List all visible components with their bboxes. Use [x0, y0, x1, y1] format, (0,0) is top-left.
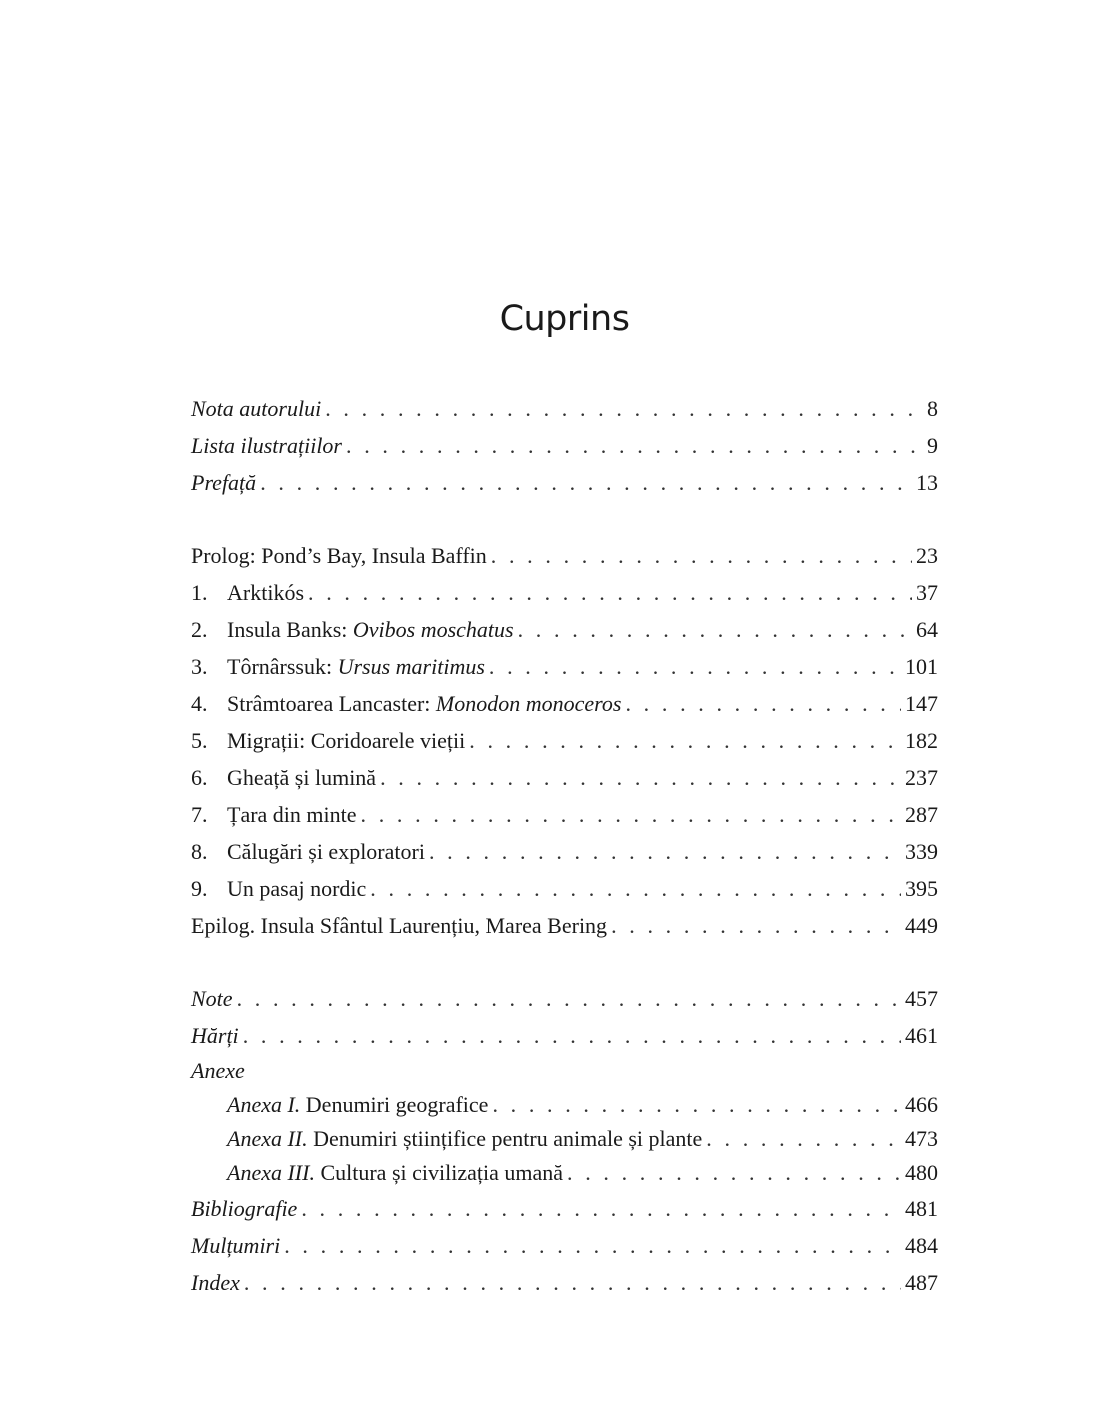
entry-page-number: 237: [905, 765, 938, 790]
entry-page-number: 473: [905, 1126, 938, 1151]
entry-page-number: 339: [905, 839, 938, 864]
chapter-number: 6.: [191, 765, 208, 790]
toc-entry-prefata[interactable]: [191, 464, 938, 501]
main-section: [191, 537, 938, 944]
toc-entry-chapter-9[interactable]: [191, 870, 938, 907]
entry-label: Cultura și civilizația umană: [314, 1160, 563, 1185]
entry-label: Epilog. Insula Sfântul Laurențiu, Marea Bering: [191, 913, 608, 938]
entry-label: Mulțumiri: [191, 1233, 281, 1258]
toc-entry-chapter-5[interactable]: [191, 722, 938, 759]
entry-page-number: 287: [905, 802, 938, 827]
entry-page-number: 8: [927, 396, 938, 421]
entry-label: Index: [191, 1270, 240, 1295]
entry-page-number: 466: [905, 1092, 938, 1117]
toc-entry-anexa-3[interactable]: [191, 1156, 938, 1190]
toc-entry-epilog[interactable]: [191, 907, 938, 944]
entry-label: Note: [191, 986, 233, 1011]
section-spacer: [191, 944, 938, 980]
entry-page-number: 461: [905, 1023, 938, 1048]
toc-entry-chapter-4[interactable]: [191, 685, 938, 722]
toc-entry-index[interactable]: [191, 1264, 938, 1301]
toc-entry-chapter-8[interactable]: [191, 833, 938, 870]
dot-leader: [491, 537, 912, 574]
chapter-number: 4.: [191, 691, 208, 716]
entry-label: Lista ilustrațiilor: [191, 433, 342, 458]
entry-page-number: 484: [905, 1233, 938, 1258]
toc-entry-nota-autorului[interactable]: [191, 390, 938, 427]
entry-label: Un pasaj nordic: [227, 876, 367, 901]
entry-page-number: 480: [905, 1160, 938, 1185]
dot-leader: [625, 685, 901, 722]
table-of-contents: [191, 390, 938, 1301]
dot-leader: [567, 1156, 901, 1190]
dot-leader: [611, 907, 901, 944]
entry-label: Denumiri geografice: [300, 1092, 489, 1117]
dot-leader: [370, 870, 901, 907]
dot-leader: [243, 1017, 901, 1054]
chapter-number: 5.: [191, 728, 208, 753]
toc-entry-chapter-6[interactable]: [191, 759, 938, 796]
dot-leader: [301, 1190, 901, 1227]
entry-label: Bibliografie: [191, 1196, 298, 1221]
dot-leader: [469, 722, 901, 759]
entry-label: Nota autorului: [191, 396, 322, 421]
entry-label-italic: Ovibos moschatus: [352, 617, 514, 642]
back-matter-section: [191, 980, 938, 1301]
toc-entry-lista-ilustratiilor[interactable]: [191, 427, 938, 464]
entry-label: Denumiri științifice pentru animale și plante: [307, 1126, 703, 1151]
entry-page-number: 481: [905, 1196, 938, 1221]
toc-entry-chapter-7[interactable]: [191, 796, 938, 833]
page-title: Cuprins: [499, 299, 630, 340]
chapter-number: 8.: [191, 839, 208, 864]
entry-label-italic: Monodon monoceros: [435, 691, 622, 716]
dot-leader: [361, 796, 901, 833]
entry-label: Gheață și lumină: [227, 765, 377, 790]
entry-label-italic: Ursus maritimus: [337, 654, 485, 679]
entry-label: Prolog: Pond’s Bay, Insula Baffin: [191, 543, 487, 568]
entry-page-number: 182: [905, 728, 938, 753]
entry-label: Insula Banks:: [227, 617, 353, 642]
entry-page-number: 37: [916, 580, 938, 605]
dot-leader: [380, 759, 901, 796]
toc-entry-multumiri[interactable]: [191, 1227, 938, 1264]
entry-label: Țara din minte: [227, 802, 357, 827]
entry-page-number: 9: [927, 433, 938, 458]
entry-label: Strâmtoarea Lancaster:: [227, 691, 436, 716]
chapter-number: 1.: [191, 580, 208, 605]
toc-entry-prolog[interactable]: [191, 537, 938, 574]
toc-entry-harti[interactable]: [191, 1017, 938, 1054]
entry-label-italic: Anexa I.: [227, 1092, 301, 1117]
section-spacer: [191, 501, 938, 537]
entry-label: Tôrnârssuk:: [227, 654, 338, 679]
entry-label-italic: Anexa III.: [227, 1160, 315, 1185]
dot-leader: [244, 1264, 901, 1301]
dot-leader: [260, 464, 912, 501]
entry-page-number: 101: [905, 654, 938, 679]
entry-label: Hărți: [191, 1023, 239, 1048]
toc-entry-note[interactable]: [191, 980, 938, 1017]
chapter-number: 2.: [191, 617, 208, 642]
toc-entry-chapter-3[interactable]: [191, 648, 938, 685]
anexe-heading: Anexe: [191, 1058, 245, 1083]
front-matter-section: [191, 390, 938, 501]
chapter-number: 3.: [191, 654, 208, 679]
dot-leader: [492, 1088, 901, 1122]
entry-page-number: 147: [905, 691, 938, 716]
dot-leader: [518, 611, 912, 648]
chapter-number: 7.: [191, 802, 208, 827]
toc-entry-anexa-2[interactable]: [191, 1122, 938, 1156]
dot-leader: [284, 1227, 901, 1264]
toc-entry-anexa-1[interactable]: [191, 1088, 938, 1122]
chapter-number: 9.: [191, 876, 208, 901]
entry-page-number: 23: [916, 543, 938, 568]
entry-label: Migrații: Coridoarele vieții: [227, 728, 466, 753]
dot-leader: [346, 427, 923, 464]
dot-leader: [429, 833, 901, 870]
entry-page-number: 487: [905, 1270, 938, 1295]
entry-page-number: 457: [905, 986, 938, 1011]
toc-entry-chapter-2[interactable]: [191, 611, 938, 648]
entry-page-number: 449: [905, 913, 938, 938]
entry-label: Prefață: [191, 470, 257, 495]
dot-leader: [325, 390, 923, 427]
dot-leader: [308, 574, 912, 611]
toc-entry-chapter-1[interactable]: [191, 574, 938, 611]
entry-page-number: 13: [916, 470, 938, 495]
toc-entry-bibliografie[interactable]: [191, 1190, 938, 1227]
dot-leader: [237, 980, 901, 1017]
entry-page-number: 64: [916, 617, 938, 642]
entry-page-number: 395: [905, 876, 938, 901]
entry-label: Arktikós: [227, 580, 304, 605]
dot-leader: [489, 648, 901, 685]
dot-leader: [706, 1122, 901, 1156]
entry-label: Călugări și exploratori: [227, 839, 425, 864]
entry-label-italic: Anexa II.: [227, 1126, 308, 1151]
